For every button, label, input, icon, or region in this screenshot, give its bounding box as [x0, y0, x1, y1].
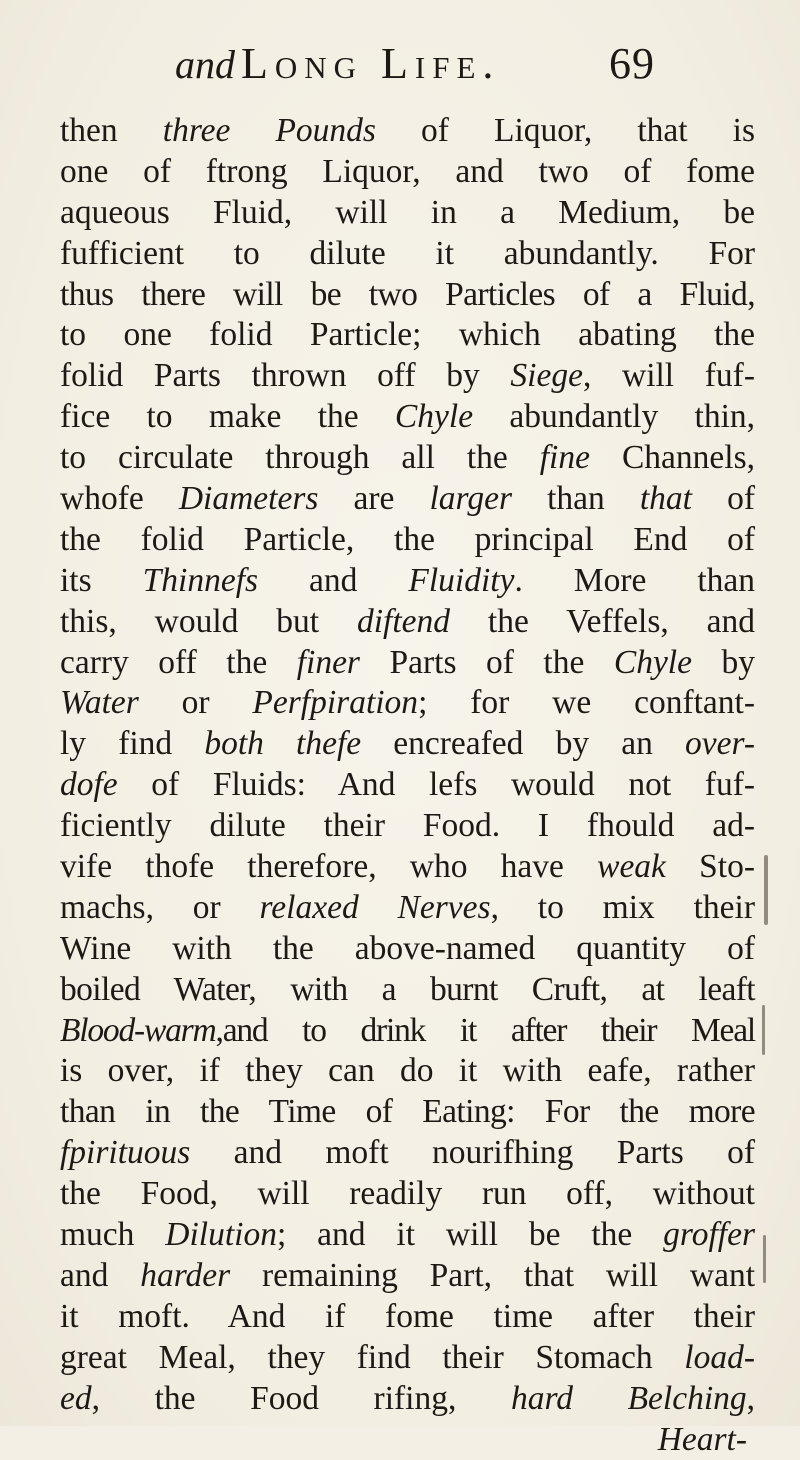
text-run: then [60, 112, 163, 149]
text-run: or [139, 684, 253, 721]
text-line [60, 111, 755, 152]
text-run: vife thofe therefore, who have [60, 848, 597, 885]
text-line [60, 847, 755, 888]
text-run: ; and it will be the [277, 1216, 663, 1253]
running-header [175, 38, 675, 108]
text-run: than in the Time of Eating: For the more [60, 1093, 755, 1130]
italic-text: Perfpiration [252, 684, 418, 721]
text-run: of Liquor, that is [376, 112, 755, 149]
text-run: abundantly thin, [473, 398, 755, 435]
text-run: Sto- [666, 848, 755, 885]
text-line [60, 1051, 755, 1092]
italic-text: dofe [60, 766, 118, 803]
text-run: encreafed by an [361, 725, 685, 762]
text-run: its [60, 562, 143, 599]
text-line [60, 724, 755, 765]
text-run: Wine with the above-named quantity of [60, 930, 755, 967]
italic-text: Water [60, 684, 139, 721]
page-number: 69 [609, 38, 655, 89]
text-run: , to mix their [491, 889, 755, 926]
text-run: is over, if they can do it with eafe, rather [60, 1052, 755, 1089]
text-run: to one folid Particle; which abating the [60, 316, 755, 353]
text-run: and [258, 562, 408, 599]
text-run: to circulate through all the [60, 439, 540, 476]
text-line [60, 929, 755, 970]
italic-text: over- [685, 725, 755, 762]
text-run: whofe [60, 480, 179, 517]
text-run: great Meal, they find their Stomach [60, 1339, 684, 1376]
text-run: fufficient to dilute it abundantly. For [60, 235, 755, 272]
text-run: boiled Water, with a burnt Cruft, at leaft [60, 971, 755, 1008]
text-line [60, 234, 755, 275]
text-line [60, 1338, 755, 1379]
italic-text: relaxed Nerves [260, 889, 491, 926]
italic-text: fpirituous [60, 1134, 190, 1171]
italic-text: both thefe [204, 725, 361, 762]
italic-text: Blood-warm [60, 1012, 216, 1049]
text-run: . More than [514, 562, 755, 599]
text-run: of Fluids: And lefs would not fuf- [118, 766, 755, 803]
text-line [60, 1215, 755, 1256]
text-line [60, 193, 755, 234]
italic-text: groffer [663, 1216, 755, 1253]
text-line [60, 152, 755, 193]
text-line [60, 602, 755, 643]
text-run: , the Food rifing, [92, 1380, 511, 1417]
text-run: of [692, 480, 755, 517]
header-and: and [175, 42, 235, 87]
text-run: machs, or [60, 889, 260, 926]
italic-text: Pounds [275, 112, 376, 149]
text-run: the Veffels, and [450, 603, 755, 640]
text-line [60, 479, 755, 520]
text-run: aqueous Fluid, will in a Medium, be [60, 194, 755, 231]
text-line [60, 765, 755, 806]
italic-text: Chyle [395, 398, 473, 435]
text-line [60, 397, 755, 438]
header-title: Long Life. [241, 39, 500, 88]
italic-text: that [640, 480, 692, 517]
text-line [60, 1092, 755, 1133]
margin-mark [762, 1005, 765, 1055]
text-run [230, 112, 275, 149]
text-run: the Food, will readily run off, without [60, 1175, 755, 1212]
text-line [60, 643, 755, 684]
text-line [60, 1133, 755, 1174]
italic-text: ed [60, 1380, 92, 1417]
text-line [60, 683, 755, 724]
italic-text: Fluidity [408, 562, 514, 599]
italic-text: Siege [510, 357, 583, 394]
text-run: than [512, 480, 640, 517]
text-run: , [747, 1380, 755, 1417]
italic-text: Thinnefs [143, 562, 258, 599]
text-run: carry off the [60, 644, 297, 681]
text-run: by [692, 644, 755, 681]
text-run: fice to make the [60, 398, 395, 435]
text-line [60, 356, 755, 397]
text-line [60, 1256, 755, 1297]
italic-text: larger [429, 480, 512, 517]
text-run: , will fuf- [583, 357, 755, 394]
text-line [60, 888, 755, 929]
italic-text: harder [140, 1257, 230, 1294]
text-run: and [60, 1257, 140, 1294]
text-line [60, 1297, 755, 1338]
text-line [60, 520, 755, 561]
italic-text: Diameters [179, 480, 319, 517]
text-run: Parts of the [360, 644, 614, 681]
italic-text: three [163, 112, 231, 149]
italic-text: Dilution [165, 1216, 277, 1253]
text-run: this, would but [60, 603, 357, 640]
text-run: and moft nourifhing Parts of [190, 1134, 755, 1171]
text-line [60, 1379, 755, 1420]
text-run: it moft. And if fome time after their [60, 1298, 755, 1335]
text-line [60, 1174, 755, 1215]
italic-text: diftend [357, 603, 450, 640]
text-line [60, 315, 755, 356]
text-line [60, 275, 755, 316]
text-run: ly find [60, 725, 204, 762]
margin-mark [764, 855, 768, 925]
text-line [60, 438, 755, 479]
text-run: one of ftrong Liquor, and two of fome [60, 153, 755, 190]
text-line [60, 970, 755, 1011]
italic-text: hard Belching [511, 1380, 747, 1417]
text-run: ficiently dilute their Food. I fhould ad- [60, 807, 755, 844]
text-run: Channels, [590, 439, 755, 476]
text-run: are [318, 480, 429, 517]
italic-text: Chyle [614, 644, 692, 681]
text-line [60, 561, 755, 602]
italic-text: load- [684, 1339, 755, 1376]
italic-text: weak [597, 848, 666, 885]
text-run: the folid Particle, the principal End of [60, 521, 755, 558]
text-run: remaining Part, that will want [230, 1257, 755, 1294]
text-run: thus there will be two Particles of a Fluid, [60, 276, 755, 313]
text-run: ,and to drink it after their Meal [216, 1012, 755, 1049]
text-line [60, 806, 755, 847]
italic-text: fine [540, 439, 590, 476]
margin-mark [763, 1235, 766, 1283]
text-run: much [60, 1216, 165, 1253]
body-text [60, 111, 755, 1460]
text-run: folid Parts thrown off by [60, 357, 510, 394]
text-line [60, 1011, 755, 1052]
italic-text: finer [297, 644, 360, 681]
italic-text: Heart- [658, 1421, 747, 1458]
text-run: ; for we conftant- [418, 684, 755, 721]
